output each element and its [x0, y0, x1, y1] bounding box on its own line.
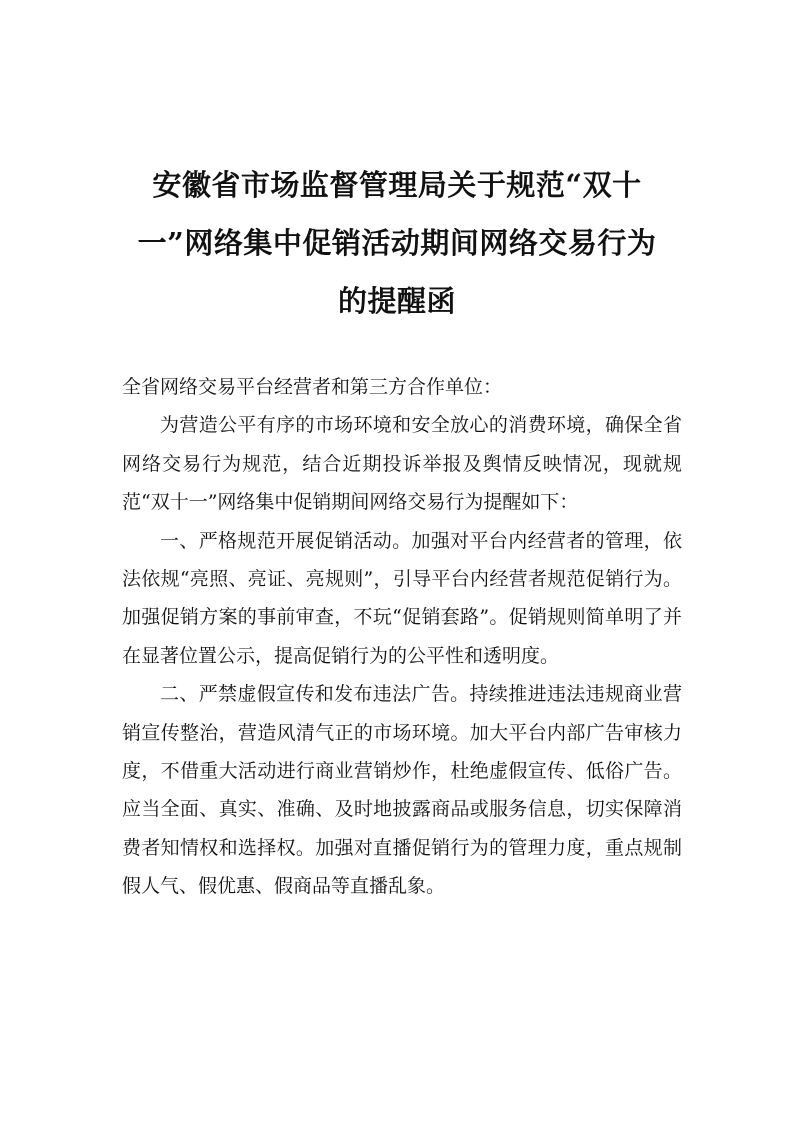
paragraph-intro: 为营造公平有序的市场环境和安全放心的消费环境，确保全省网络交易行为规范，结合近期投诉举报及舆情反映情况，现就规范“双十一”网络集中促销期间网络交易行为提醒如下：	[122, 414, 682, 514]
document-body	[122, 368, 682, 906]
salutation: 全省网络交易平台经营者和第三方合作单位：	[122, 376, 503, 398]
document-title	[90, 156, 704, 330]
title-line-2: 一”网络集中促销活动期间网络交易行为	[137, 226, 657, 260]
paragraph-section-2: 二、严禁虚假宣传和发布违法广告。持续推进违法违规商业营销宣传整治，营造风清气正的市场环境。加大平台内部广告审核力度，不借重大活动进行商业营销炒作，杜绝虚假宣传、低俗广告。应当全面、真实、准确、及时地披露商品或服务信息，切实保障消费者知情权和选择权。加强对直播促销行为的管理力度，重点规制假人气、假优惠、假商品等直播乱象。	[122, 683, 682, 898]
title-line-1: 安徽省市场监督管理局关于规范“双十	[152, 168, 642, 202]
title-line-3: 的提醒函	[337, 284, 456, 318]
paragraph-section-1: 一、严格规范开展促销活动。加强对平台内经营者的管理，依法依规“亮照、亮证、亮规则”，引导平台内经营者规范促销行为。加强促销方案的事前审查，不玩“促销套路”。促销规则简单明了并在显著位置公示，提高促销行为的公平性和透明度。	[122, 529, 682, 667]
